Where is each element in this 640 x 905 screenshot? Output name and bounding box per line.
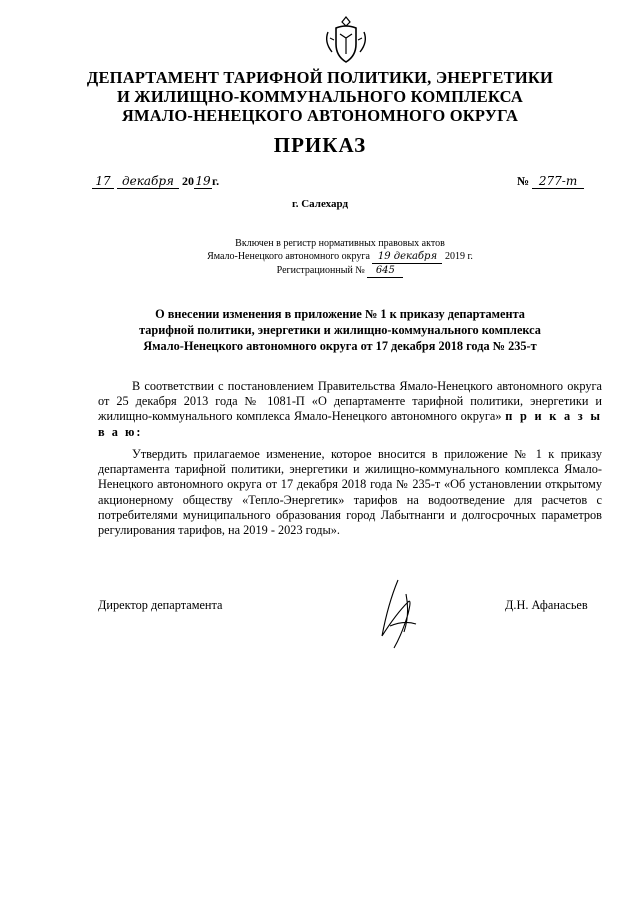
subject-line: тарифной политики, энергетики и жилищно-коммунального комплекса [139, 323, 541, 337]
registration-number-label: Регистрационный № [276, 265, 365, 276]
date-year-prefix: 20 [182, 174, 194, 188]
registration-region: Ямало-Ненецкого автономного округа [207, 251, 370, 262]
registration-line: Включен в регистр нормативных правовых актов [235, 238, 445, 249]
registration-block [160, 237, 520, 278]
date-month: декабря [117, 174, 179, 189]
department-line: ДЕПАРТАМЕНТ ТАРИФНОЙ ПОЛИТИКИ, ЭНЕРГЕТИКИ [86, 68, 554, 87]
signatory-name: Д.Н. Афанасьев [505, 598, 588, 612]
number-label: № [517, 174, 530, 188]
department-name [40, 68, 600, 125]
preamble-text: В соответствии с постановлением Правительства Ямало-Ненецкого автономного округа от 25 декабря 2013 года № 1081-П «О департаменте тарифной политики, энергетики и жилищно-коммунального комплекса Ямало-Ненецкого автономного округа» [98, 379, 602, 424]
date-day: 17 [92, 174, 114, 189]
body-paragraph: Утвердить прилагаемое изменение, которое вносится в приложение № 1 к приказу департамента тарифной политики, энергетики и жилищно-коммунального комплекса Ямало-Ненецкого автономного округа от 17 декабря 2018 года № 235-т «Об установлении открытому акционерному обществу «Тепло-Энергетик» тарифов на водоотведение для расчетов с потребителями муниципального образования город Лабытнанги и долгосрочных параметров регулирования тарифов, на 2019 - 2023 годы». [98, 447, 602, 538]
registration-date: 19 декабря [372, 250, 442, 264]
number-value: 277-т [532, 174, 584, 189]
date-year-suffix: 19 [195, 174, 211, 188]
city: г. Салехард [291, 198, 349, 210]
coat-of-arms-icon [320, 14, 372, 66]
preamble-paragraph [98, 379, 602, 440]
department-line: ЯМАЛО-НЕНЕЦКОГО АВТОНОМНОГО ОКРУГА [121, 106, 519, 125]
date-year-unit: г. [212, 174, 220, 188]
registration-line [160, 264, 520, 278]
department-line: И ЖИЛИЩНО-КОММУНАЛЬНОГО КОМПЛЕКСА [116, 87, 524, 106]
order-subject [80, 306, 600, 354]
registration-number: 645 [367, 264, 403, 278]
order-number [517, 174, 584, 189]
signature-icon [368, 574, 428, 654]
subject-line: Ямало-Ненецкого автономного округа от 17 декабря 2018 года № 235-т [143, 339, 537, 353]
order-date [92, 174, 219, 189]
registration-line [160, 250, 520, 264]
subject-line: О внесении изменения в приложение № 1 к приказу департамента [155, 307, 525, 321]
document-type-title: ПРИКАЗ [273, 133, 367, 157]
registration-year: 2019 г. [444, 251, 473, 262]
order-directive: п р и к а з ы в а ю: [98, 409, 602, 439]
signatory-title: Директор департамента [98, 598, 223, 612]
